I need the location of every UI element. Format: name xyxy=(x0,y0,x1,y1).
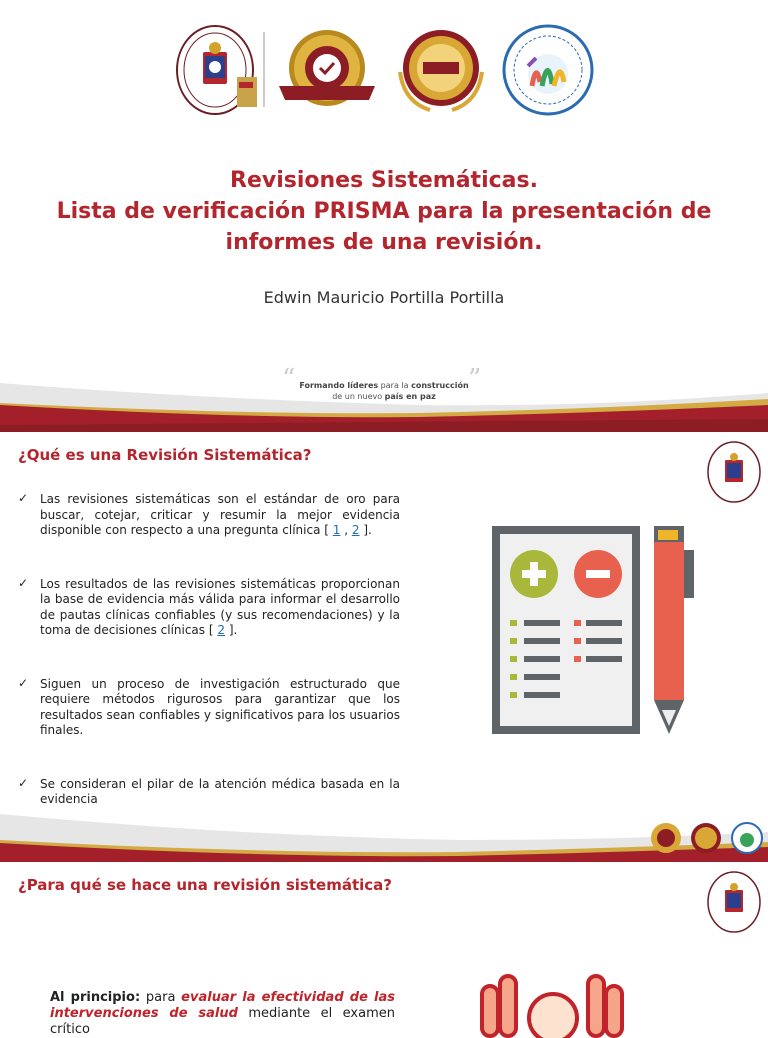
slide-title xyxy=(0,165,768,258)
list-item xyxy=(18,492,400,539)
title-line: Revisiones Sistemáticas. xyxy=(230,168,538,193)
university-seal-logo xyxy=(706,870,762,934)
accreditation-badge-logo xyxy=(273,24,381,120)
slogan-text: para la xyxy=(378,381,412,390)
hands-illustration xyxy=(478,972,628,1024)
checkmark-icon: ✓ xyxy=(18,491,29,505)
slogan-text: país en paz xyxy=(384,392,436,401)
title-slide xyxy=(0,0,768,432)
bullet-list xyxy=(18,492,400,808)
university-seal-logo xyxy=(706,440,762,504)
no-discrimination-seal-logo xyxy=(500,22,596,118)
reference-link[interactable]: 1 xyxy=(332,523,341,537)
logo-bar xyxy=(0,22,768,122)
paragraph-emphasis: evaluar la efectividad de las intervenciones de salud xyxy=(50,990,395,1021)
reference-link[interactable]: 2 xyxy=(351,523,360,537)
why-slide xyxy=(0,862,768,1037)
close-quote-icon: ” xyxy=(468,364,482,394)
bullet-text: Las revisiones sistemáticas son el estándar de oro para buscar, cotejar, criticar y resumir la mejor evidencia disponible con respecto a una pregunta clínica [ xyxy=(40,492,400,537)
checklist-pen-illustration xyxy=(490,524,705,736)
reference-link[interactable]: 2 xyxy=(217,623,225,637)
bullet-text: ]. xyxy=(225,623,238,637)
list-item xyxy=(18,577,400,639)
bullet-text: Siguen un proceso de investigación estructurado que requiere métodos rigurosos para garantizar que los resultados sean confiables y significativos para los usuarios finales. xyxy=(40,676,400,737)
slide-heading: ¿Para qué se hace una revisión sistemática? xyxy=(18,876,392,894)
wave-footer xyxy=(0,364,768,432)
checkmark-icon: ✓ xyxy=(18,575,29,590)
slogan-text: Formando líderes xyxy=(299,381,379,390)
checkmark-icon: ✓ xyxy=(18,775,29,790)
what-is-slide xyxy=(0,432,768,862)
author-name: Edwin Mauricio Portilla Portilla xyxy=(263,288,505,307)
footer-badges-logo xyxy=(648,820,766,860)
list-item xyxy=(18,677,400,739)
bullet-text: Los resultados de las revisiones sistemáticas proporcionan la base de evidencia más válida para informar el desarrollo de pautas clínicas confiables (y sus recomendaciones) y la toma de decisiones clínicas [ xyxy=(40,576,400,637)
open-quote-icon: “ xyxy=(282,364,296,394)
bullet-text: , xyxy=(340,523,352,537)
slogan-text: construcción xyxy=(411,381,469,390)
international-accreditation-logo xyxy=(390,22,492,122)
paragraph-text: mediante el examen crítico xyxy=(50,1006,395,1037)
slide-heading: ¿Qué es una Revisión Sistemática? xyxy=(18,446,312,464)
bullet-text: Se consideran el pilar de la atención médica basada en la evidencia xyxy=(40,776,400,806)
checkmark-icon: ✓ xyxy=(18,675,29,690)
bullet-text: ]. xyxy=(359,523,372,537)
title-line: Lista de verificación PRISMA para la presentación de xyxy=(56,199,712,224)
title-line: informes de una revisión. xyxy=(225,230,543,255)
paragraph-lead: Al principio: xyxy=(50,990,141,1005)
paragraph-text: para xyxy=(140,990,182,1005)
slogan-text: de un nuevo xyxy=(332,392,385,401)
list-item xyxy=(18,777,400,808)
paragraph xyxy=(50,990,395,1038)
university-seal-logo xyxy=(175,22,265,118)
